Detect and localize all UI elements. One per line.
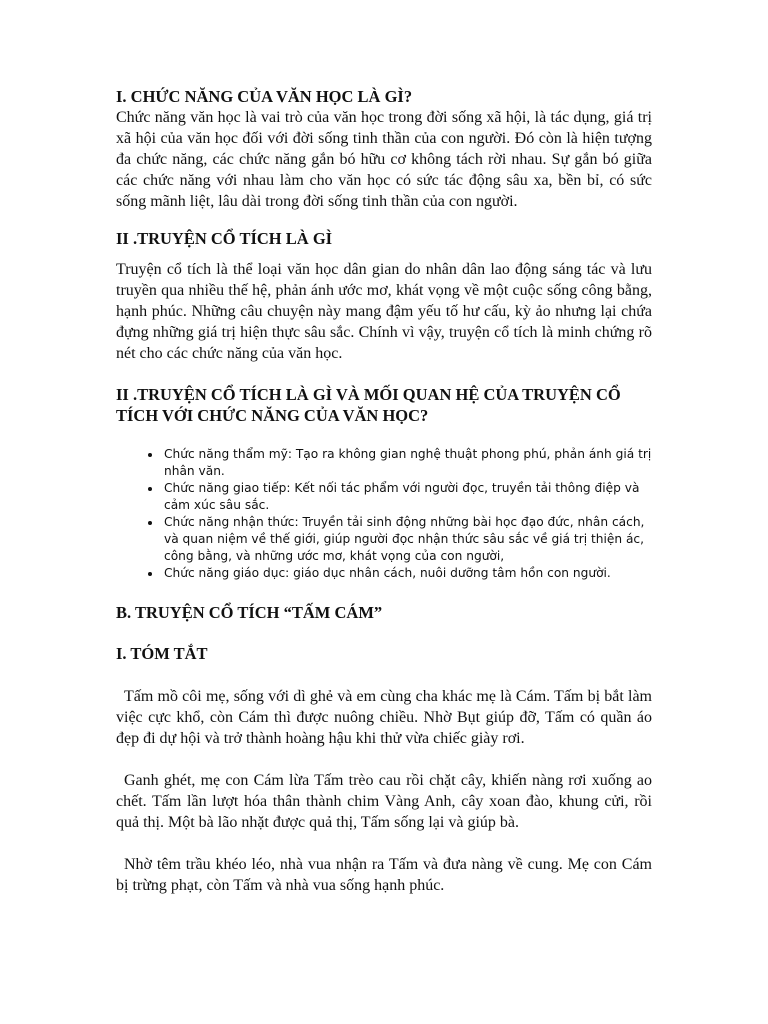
bullet-educational-function: • Chức năng giáo dục: giáo dục nhân cách, nuôi dưỡng tâm hồn con người. (162, 565, 652, 582)
document-page (116, 86, 652, 896)
paragraph-literature-functions: Chức năng văn học là vai trò của văn học trong đời sống xã hội, là tác dụng, giá trị xã hội của văn học đối với đời sống tinh thần của con người. Đó còn là hiện tượng đa chức năng, các chức năng gắn bó hữu cơ không tách rời nhau. Sự gắn bó giữa các chức năng với nhau làm cho văn học có sức tác động sâu xa, bền bỉ, có sức sống mãnh liệt, lâu dài trong đời sống tinh thần của con người. (116, 109, 652, 210)
summary-paragraph-2: Ganh ghét, mẹ con Cám lừa Tấm trèo cau rồi chặt cây, khiến nàng rơi xuống ao chết. Tấm lần lượt hóa thân thành chim Vàng Anh, cây xoan đào, khung cửi, rồi quả thị. Một bà lão nhặt được quả thị, Tấm sống lại và giúp bà. (116, 772, 652, 831)
heading-tam-cam-story: B. TRUYỆN CỔ TÍCH “TẤM CÁM” (116, 603, 383, 622)
bullet-aesthetic-function: • Chức năng thẩm mỹ: Tạo ra không gian nghệ thuật phong phú, phản ánh giá trị nhân văn. (162, 446, 652, 480)
heading-literature-functions: I. CHỨC NĂNG CỦA VĂN HỌC LÀ GÌ? (116, 87, 413, 106)
bullet-cognitive-function: • Chức năng nhận thức: Truyền tải sinh động những bài học đạo đức, nhân cách, và quan niệm về thế giới, giúp người đọc nhận thức sâu sắc về giá trị thiện ác, công bằng, và những ước mơ, khát vọng của con người, (162, 514, 652, 565)
heading-fairy-tale-definition: II .TRUYỆN CỔ TÍCH LÀ GÌ (116, 229, 333, 248)
bullet-communication-function: • Chức năng giao tiếp: Kết nối tác phẩm với người đọc, truyền tải thông điệp và cảm xúc sâu sắc. (162, 480, 652, 514)
heading-summary: I. TÓM TẮT (116, 644, 208, 663)
functions-bullet-list (116, 446, 652, 582)
summary-paragraph-1: Tấm mồ côi mẹ, sống với dì ghẻ và em cùng cha khác mẹ là Cám. Tấm bị bắt làm việc cực khổ, còn Cám thì được nuông chiều. Nhờ Bụt giúp đỡ, Tấm có quần áo đẹp đi dự hội và trở thành hoàng hậu khi thử vừa chiếc giày rơi. (116, 688, 652, 747)
paragraph-fairy-tale-definition: Truyện cổ tích là thể loại văn học dân gian do nhân dân lao động sáng tác và lưu truyền qua nhiều thế hệ, phản ánh ước mơ, khát vọng về một cuộc sống công bằng, hạnh phúc. Những câu chuyện này mang đậm yếu tố hư cấu, kỳ ảo nhưng lại chứa đựng những giá trị hiện thực sâu sắc. Chính vì vậy, truyện cổ tích là minh chứng rõ nét cho các chức năng của văn học. (116, 261, 652, 362)
heading-fairy-tale-relation: II .TRUYỆN CỔ TÍCH LÀ GÌ VÀ MỐI QUAN HỆ CỦA TRUYỆN CỔ TÍCH VỚI CHỨC NĂNG CỦA VĂN HỌC? (116, 385, 621, 425)
summary-paragraph-3: Nhờ têm trầu khéo léo, nhà vua nhận ra Tấm và đưa nàng về cung. Mẹ con Cám bị trừng phạt, còn Tấm và nhà vua sống hạnh phúc. (116, 856, 652, 894)
